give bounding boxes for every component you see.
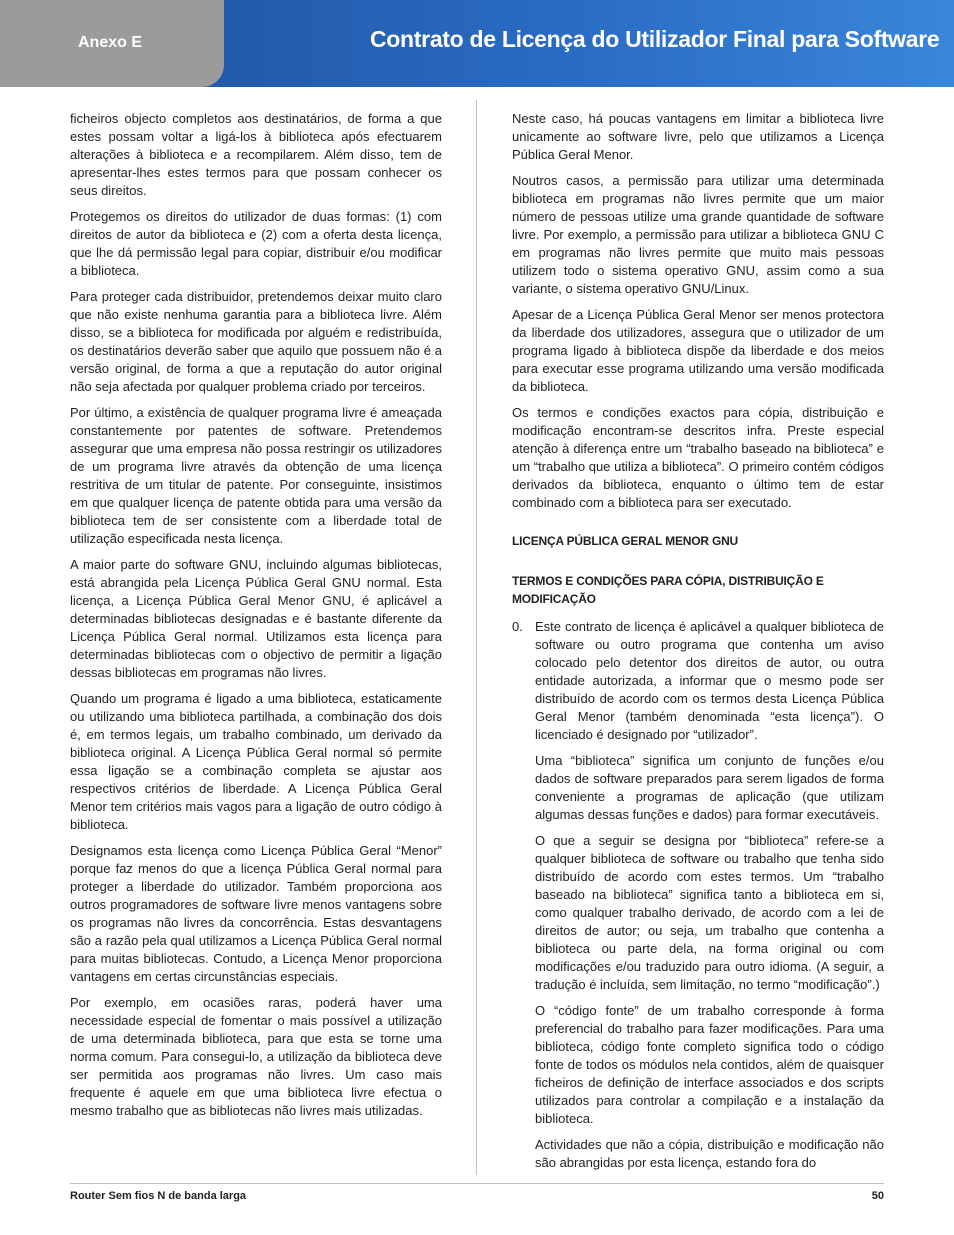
item-number: 0. [512, 619, 523, 634]
sub-paragraph: O “código fonte” de um trabalho corresponde à forma preferencial do trabalho para fazer modificações. Para uma biblioteca, código fonte completo significa todo o código fonte de todos os módulos nela contidos, além de quaisquer ficheiros de definição de interface associados e dos scripts utilizados para controlar a compilação e a instalação da biblioteca. [535, 1003, 884, 1126]
sub-paragraph: Uma “biblioteca” significa um conjunto de funções e/ou dados de software preparados para serem ligados de forma conveniente a programas de aplicação (que utilizam algumas dessas funções e dados) para formar executáveis. [535, 753, 884, 822]
list-item [512, 618, 884, 744]
footer-divider [70, 1183, 884, 1184]
section-label: Anexo E [78, 34, 143, 51]
sub-paragraph: O que a seguir se designa por “biblioteca” refere-se a qualquer biblioteca de software ou trabalho que tenha sido distribuído de acordo com estes termos. Um “trabalho baseado na biblioteca” significa tanto a biblioteca em si, como qualquer trabalho derivado, de acordo com a lei de direitos de autor; ou seja, um trabalho que contenha a biblioteca ou parte dela, na forma original ou com modificações e/ou traduzido para outro idioma. (A seguir, a tradução é incluída, sem limitação, no termo “modificação”.) [535, 833, 884, 992]
right-column [512, 110, 884, 1180]
paragraph: Por exemplo, em ocasiões raras, poderá haver uma necessidade especial de fomentar o mais possível a utilização de uma determinada biblioteca, para que esta se torne uma norma comum. Para consegui-lo, a utilização da biblioteca deve ser permitida aos programas não livres. Um caso mais frequente é aquele em que uma biblioteca livre efectua o mesmo trabalho que as bibliotecas não livres mais utilizadas. [70, 995, 442, 1118]
paragraph: Apesar de a Licença Pública Geral Menor ser menos protectora da liberdade dos utilizadores, assegura que o utilizador de um programa ligado à biblioteca dispõe da liberdade e dos meios para executar esse programa utilizando uma versão modificada da biblioteca. [512, 307, 884, 394]
paragraph: Protegemos os direitos do utilizador de duas formas: (1) com direitos de autor da biblioteca e (2) com a oferta desta licença, que lhe dá permissão legal para copiar, distribuir e/ou modificar a biblioteca. [70, 209, 442, 278]
paragraph: ficheiros objecto completos aos destinatários, de forma a que estes possam voltar a ligá-los à biblioteca após efectuarem alterações à biblioteca e a recompilarem. Além disso, tem de apresentar-lhes estes termos para que possam conhecer os seus direitos. [70, 111, 442, 198]
paragraph: Quando um programa é ligado a uma biblioteca, estaticamente ou utilizando uma biblioteca partilhada, a combinação dos dois é, em termos legais, um trabalho combinado, um derivado da biblioteca original. A Licença Pública Geral normal só permite essa ligação se a combinação completa se ajustar aos respectivos critérios de liberdade. A Licença Pública Geral Menor tem critérios mais vagos para a ligação de outro código à biblioteca. [70, 691, 442, 832]
paragraph: Noutros casos, a permissão para utilizar uma determinada biblioteca em programas não livres permite que um maior número de pessoas utilize uma grande quantidade de software livre. Por exemplo, a permissão para utilizar a biblioteca GNU C em programas não livres permite que muito mais pessoas utilizem todo o sistema operativo GNU, assim como a sua variante, o sistema operativo GNU/Linux. [512, 173, 884, 296]
paragraph: A maior parte do software GNU, incluindo algumas bibliotecas, está abrangida pela Licença Pública Geral GNU normal. Esta licença, a Licença Pública Geral Menor GNU, é aplicável a determinadas bibliotecas designadas e é bastante diferente da Licença Pública Geral normal. Utilizamos esta licença para determinadas bibliotecas com o objectivo de permitir a ligação dessas bibliotecas em programas não livres. [70, 557, 442, 680]
item-text: Este contrato de licença é aplicável a qualquer biblioteca de software ou outro programa que contenha um aviso colocado pelo detentor dos direitos de autor, ou outra entidade autorizada, a informar que o mesmo pode ser distribuído de acordo com os termos desta Licença Pública Geral Menor (também denominada “esta licença”). O licenciado é designado por “utilizador”. [535, 619, 884, 742]
section-heading: LICENÇA PÚBLICA GERAL MENOR GNU [512, 534, 739, 548]
paragraph: Neste caso, há poucas vantagens em limitar a biblioteca livre unicamente ao software livre, pelo que utilizamos a Licença Pública Geral Menor. [512, 111, 884, 162]
page-title: Contrato de Licença do Utilizador Final para Software [370, 26, 940, 52]
paragraph: Os termos e condições exactos para cópia, distribuição e modificação encontram-se descritos infra. Preste especial atenção à diferença entre um “trabalho baseado na biblioteca” e um “trabalho que utiliza a biblioteca”. O primeiro contém códigos derivados da biblioteca, enquanto o último tem de estar combinado com a biblioteca para ser executado. [512, 405, 884, 510]
sub-paragraph: Actividades que não a cópia, distribuição e modificação não são abrangidas por esta licença, estando fora do [535, 1137, 884, 1170]
footer-product: Router Sem fios N de banda larga [70, 1190, 247, 1202]
paragraph: Designamos esta licença como Licença Pública Geral “Menor” porque faz menos do que a licença Pública Geral normal para proteger a liberdade do utilizador. Também proporciona aos outros programadores de software livre menos vantagens sobre os programas não livres da concorrência. Estas desvantagens são a razão pela qual utilizamos a Licença Pública Geral normal para muitas bibliotecas. Contudo, a Licença Menor proporciona vantagens em certas circunstâncias especiais. [70, 843, 442, 984]
left-column [70, 110, 442, 1128]
column-divider [476, 100, 477, 1175]
paragraph: Para proteger cada distribuidor, pretendemos deixar muito claro que não existe nenhuma garantia para a biblioteca livre. Além disso, se a biblioteca for modificada por alguém e redistribuída, os destinatários deverão saber que aquilo que possuem não é a versão original, de forma a que a reputação do autor original não seja afectada por qualquer problema criado por terceiros. [70, 289, 442, 394]
paragraph: Por último, a existência de qualquer programa livre é ameaçada constantemente por patentes de software. Pretendemos assegurar que uma empresa não possa restringir os utilizadores de um programa livre através da obtenção de uma licença restritiva de um titular de patente. Por conseguinte, insistimos em que qualquer licença de patente obtida para uma versão da biblioteca tem de ser consistente com a liberdade total de utilização especificada nesta licença. [70, 405, 442, 546]
page-number: 50 [871, 1190, 884, 1202]
section-tab [0, 0, 224, 87]
section-heading: TERMOS E CONDIÇÕES PARA CÓPIA, DISTRIBUIÇÃO E MODIFICAÇÃO [512, 574, 824, 606]
